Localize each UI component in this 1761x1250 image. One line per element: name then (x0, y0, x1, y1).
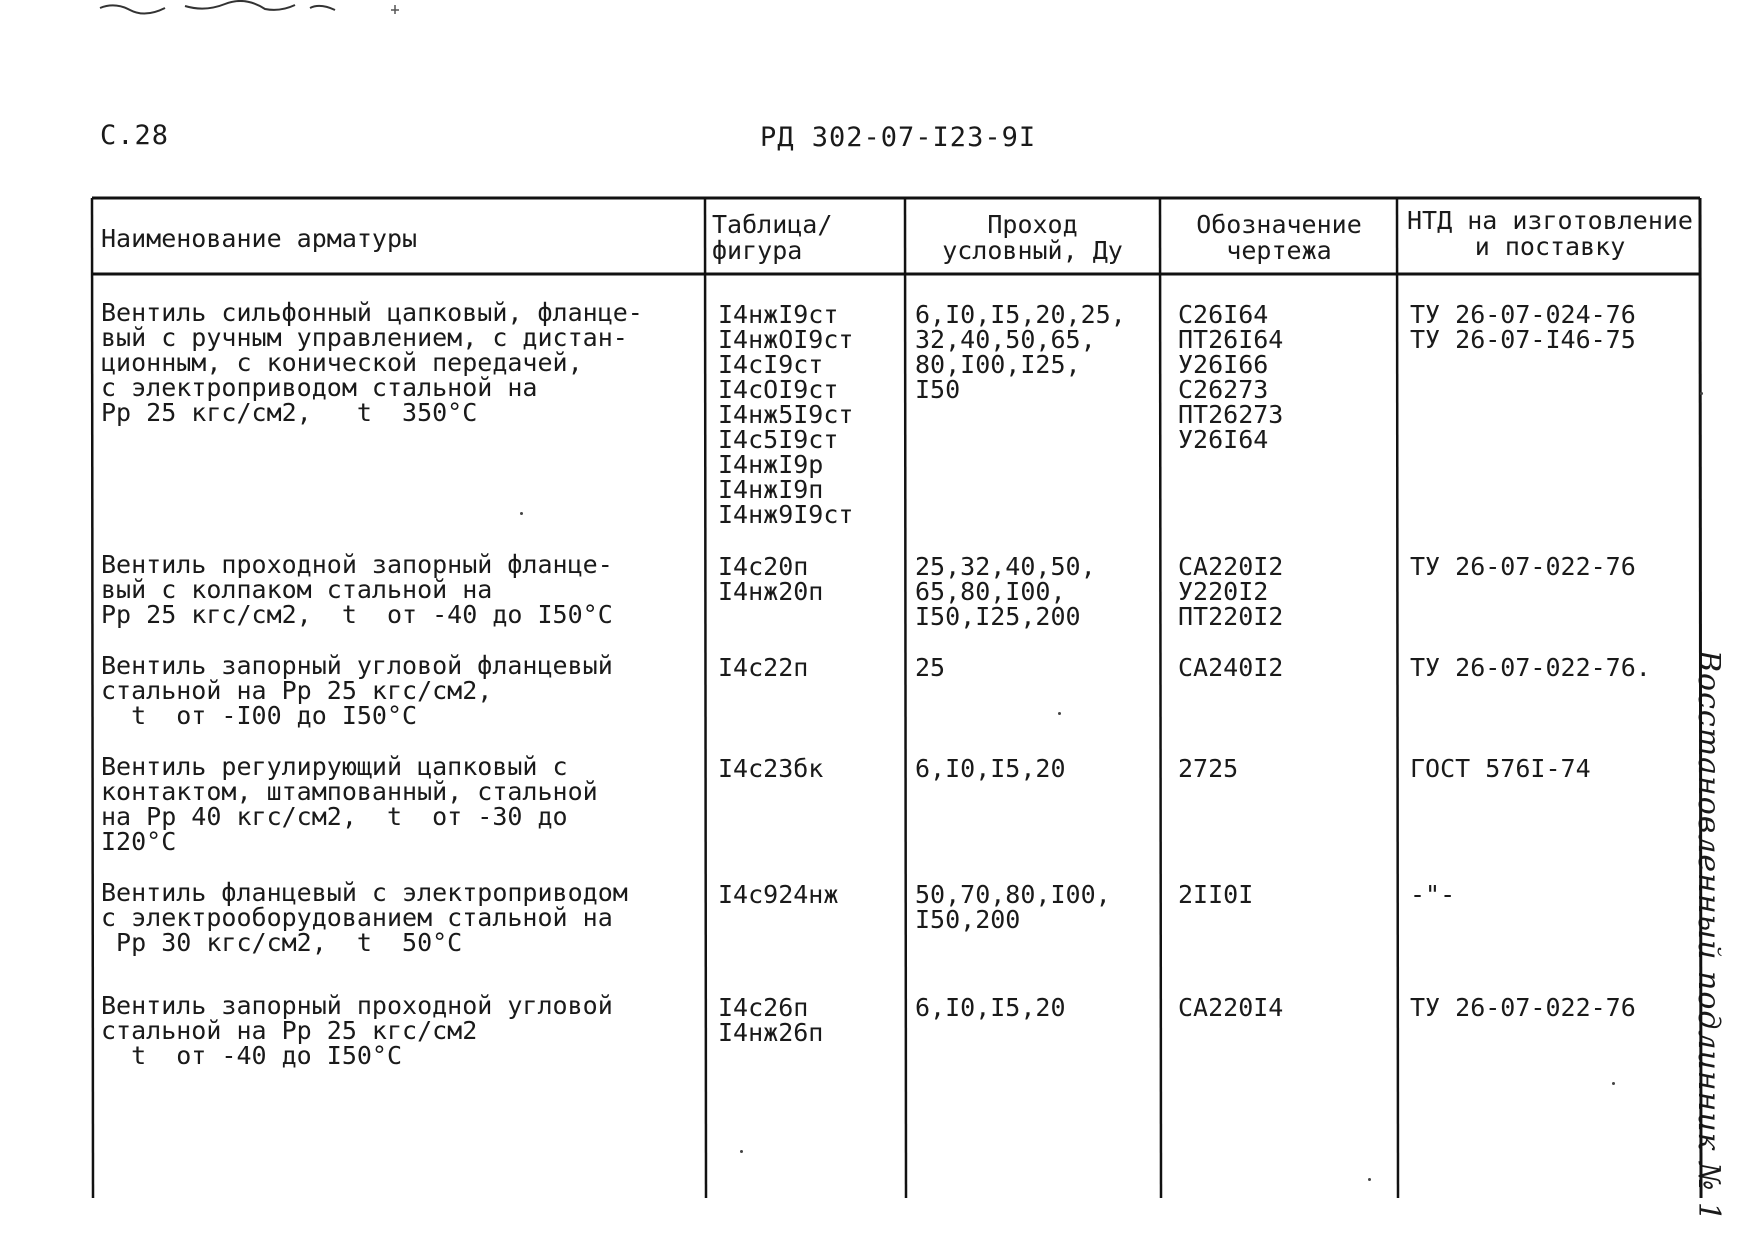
scan-speck (1368, 1178, 1371, 1181)
row-2-ntd: ТУ 26-07-022-76 (1410, 552, 1636, 581)
row-4-drawing: 2725 (1178, 754, 1239, 783)
header-drawing: Обозначение чертежа (1196, 210, 1362, 265)
row-5-ntd: -"- (1410, 880, 1456, 909)
row-1-ntd: ТУ 26-07-024-76 ТУ 26-07-I46-75 (1410, 300, 1636, 354)
scan-speck (520, 512, 523, 515)
row-2-figure: I4с20п I4нж20п (718, 552, 824, 606)
row-3-dn: 25 (915, 653, 946, 682)
scan-speck (1612, 1082, 1615, 1085)
row-4-ntd: ГОСТ 576I-74 (1410, 754, 1591, 783)
page-number: С.28 (100, 120, 170, 151)
row-1-drawing: С26I64 ПТ26I64 У26I66 С26273 ПТ26273 У26I64 (1178, 300, 1284, 454)
row-1-dn: 6,I0,I5,20,25, 32,40,50,65, 80,I00,I25, I50 (915, 300, 1126, 404)
scan-speck (1058, 712, 1061, 715)
row-6-ntd: ТУ 26-07-022-76 (1410, 993, 1636, 1022)
row-1-figure: I4нжI9ст I4нжOI9ст I4сI9ст I4сOI9ст I4нж5I9ст I4с5I9ст I4нжI9р I4нжI9п I4нж9I9ст (718, 300, 854, 529)
row-3-ntd: ТУ 26-07-022-76. (1410, 653, 1651, 682)
row-6-drawing: СА220I4 (1178, 993, 1284, 1022)
row-3-name: Вентиль запорный угловой фланцевый стальной на Рр 25 кгс/см2, t от -I00 до I50°С (101, 651, 613, 730)
row-5-dn: 50,70,80,I00, I50,200 (915, 880, 1111, 934)
row-2-dn: 25,32,40,50, 65,80,I00, I50,I25,200 (915, 552, 1096, 631)
row-4-dn: 6,I0,I5,20 (915, 754, 1066, 783)
side-stamp-text: Восстановленный подлинник № 1 (1691, 650, 1726, 1223)
row-3-drawing: СА240I2 (1178, 653, 1284, 682)
row-6-figure: I4с26п I4нж26п (718, 993, 824, 1047)
document-code: РД 302-07-I23-9I (760, 122, 1037, 153)
row-3-figure: I4с22п (718, 653, 809, 682)
row-6-name: Вентиль запорный проходной угловой стальной на Рр 25 кгс/см2 t от -40 до I50°С (101, 991, 613, 1070)
header-figure: Таблица/ фигура (712, 210, 833, 265)
scan-speck (740, 1150, 743, 1153)
header-ntd: НТД на изготовление и поставку (1407, 206, 1693, 261)
row-2-drawing: СА220I2 У220I2 ПТ220I2 (1178, 552, 1284, 631)
row-5-name: Вентиль фланцевый с электроприводом с электрооборудованием стальной на Рр 30 кгс/см2, t 50°С (101, 878, 628, 957)
row-1-name: Вентиль сильфонный цапковый, фланце- вый с ручным управлением, с дистан- ционным, с конической передачей, с электроприводом стальной на Рр 25 кгс/см2, t 350°С (101, 298, 643, 427)
row-5-drawing: 2II0I (1178, 880, 1254, 909)
row-2-name: Вентиль проходной запорный фланце- вый с колпаком стальной на Рр 25 кгс/см2, t от -40 до I50°С (101, 550, 613, 629)
row-6-dn: 6,I0,I5,20 (915, 993, 1066, 1022)
row-4-figure: I4с23бк (718, 754, 824, 783)
header-name: Наименование арматуры (101, 224, 418, 253)
header-dn: Проход условный, Ду (942, 210, 1123, 265)
scan-speck (1700, 392, 1703, 395)
row-4-name: Вентиль регулирующий цапковый с контактом, штампованный, стальной на Рр 40 кгс/см2, t от -30 до I20°С (101, 752, 598, 856)
row-5-figure: I4с924нж (718, 880, 839, 909)
